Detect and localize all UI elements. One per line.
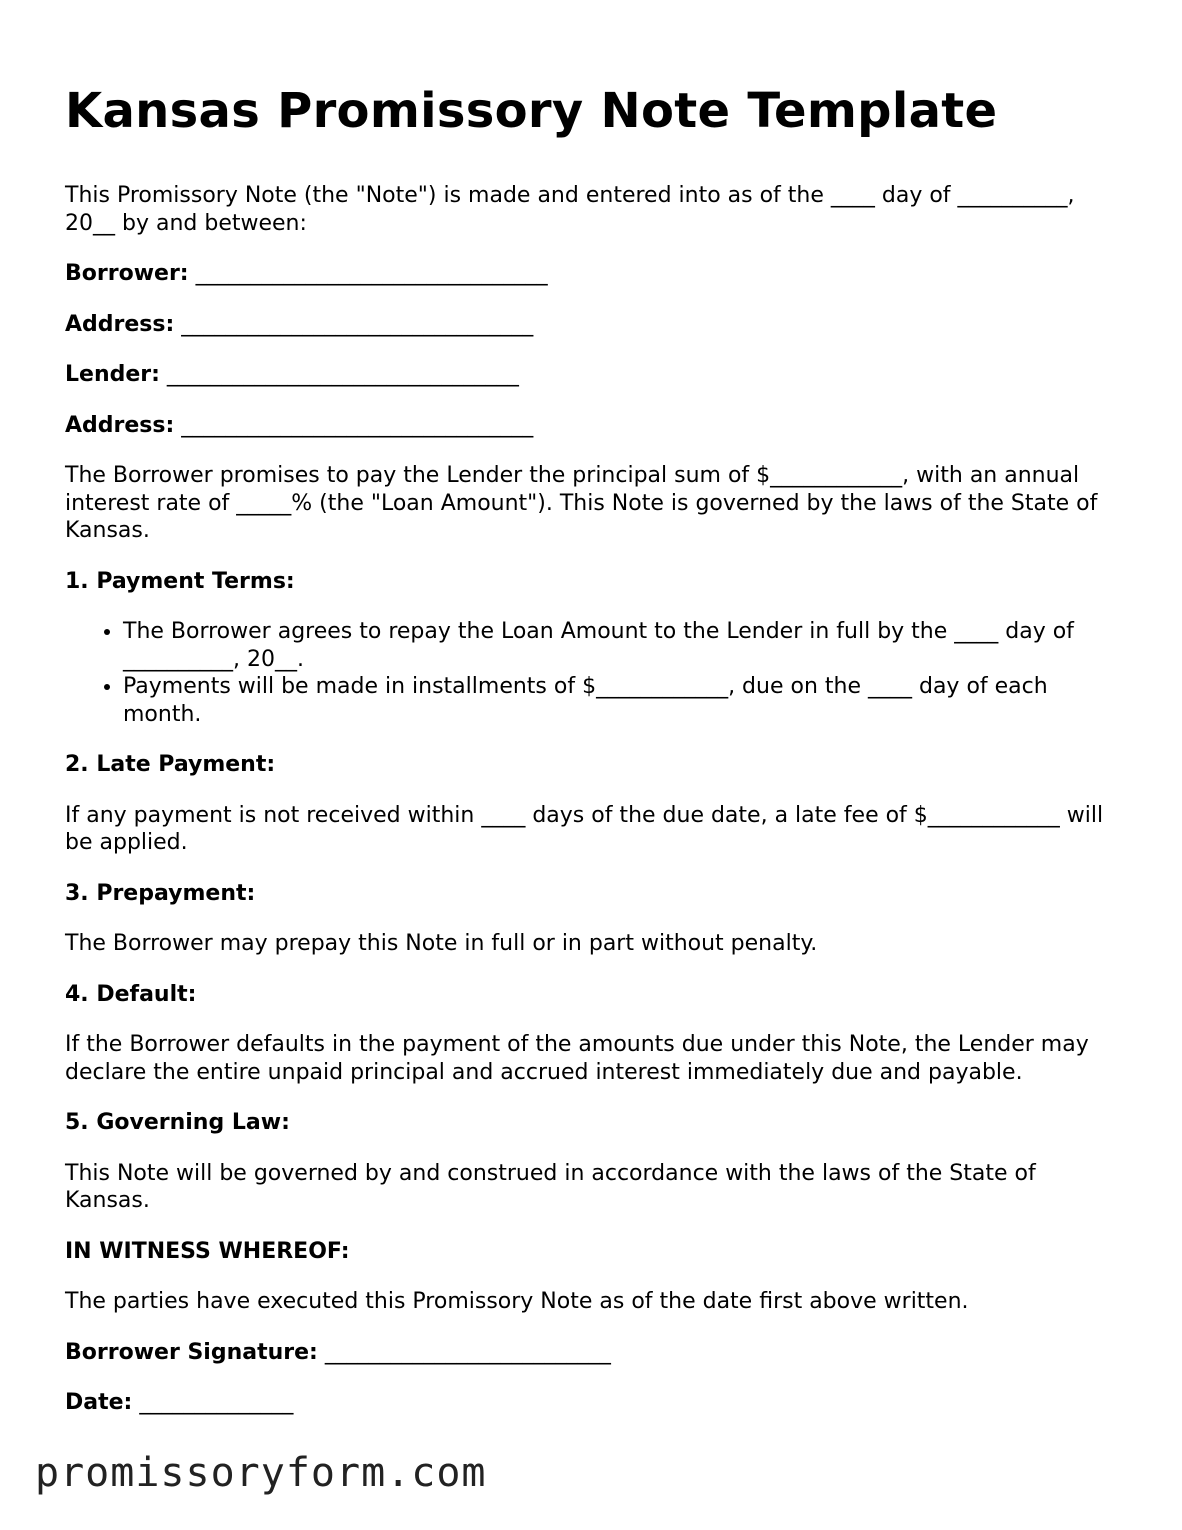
borrower-label: Borrower: bbox=[65, 261, 189, 286]
lender-label: Lender: bbox=[65, 362, 160, 387]
payment-terms-heading: 1. Payment Terms: bbox=[65, 568, 295, 594]
default-text: If the Borrower defaults in the payment of the amounts due under this Note, the Lender may declare the entire unpaid principal and accrued interest immediately due and payable. bbox=[65, 1032, 1089, 1085]
borrower-signature-blank[interactable]: __________________________ bbox=[324, 1339, 611, 1365]
governing-law-heading: 5. Governing Law: bbox=[65, 1110, 290, 1135]
lender-address-blank[interactable]: ________________________________ bbox=[181, 412, 534, 438]
prepayment-text: The Borrower may prepay this Note in full or in part without penalty. bbox=[65, 931, 818, 956]
borrower-signature-label: Borrower Signature: bbox=[65, 1339, 318, 1365]
payment-terms-item: • The Borrower agrees to repay the Loan Amount to the Lender in full by the ____ day of __________, 20__. bbox=[123, 618, 1125, 673]
intro-paragraph: This Promissory Note (the "Note") is made and entered into as of the ____ day of __________, 20__ by and between: bbox=[65, 183, 1075, 236]
borrower-signature-field bbox=[65, 1339, 1125, 1367]
date-field bbox=[65, 1389, 1125, 1417]
witness-text: The parties have executed this Promissory Note as of the date first above written. bbox=[65, 1289, 969, 1314]
lender-address-label: Address: bbox=[65, 412, 175, 438]
document-title: Kansas Promissory Note Template bbox=[65, 83, 998, 139]
date-label: Date: bbox=[65, 1390, 133, 1415]
payment-terms-item: • Payments will be made in installments of $____________, due on the ____ day of each month. bbox=[123, 673, 1125, 728]
late-payment-text: If any payment is not received within ____ days of the due date, a late fee of $____________ will be applied. bbox=[65, 802, 1104, 855]
late-payment-heading: 2. Late Payment: bbox=[65, 752, 276, 777]
borrower-blank[interactable]: ________________________________ bbox=[195, 261, 548, 286]
lender-field bbox=[65, 361, 1125, 389]
payment-terms-list bbox=[65, 618, 1125, 728]
lender-address-field bbox=[65, 412, 1125, 440]
witness-heading: IN WITNESS WHEREOF: bbox=[65, 1238, 350, 1264]
borrower-address-field bbox=[65, 311, 1125, 339]
lender-blank[interactable]: ________________________________ bbox=[166, 362, 519, 387]
principal-paragraph: The Borrower promises to pay the Lender the principal sum of $____________, with an annual interest rate of _____% (the "Loan Amount"). This Note is governed by the laws of the State of Kansas. bbox=[65, 463, 1098, 543]
prepayment-heading: 3. Prepayment: bbox=[65, 880, 256, 906]
borrower-field bbox=[65, 260, 1125, 288]
default-heading: 4. Default: bbox=[65, 981, 197, 1007]
site-watermark: promissoryform.com bbox=[35, 1450, 487, 1496]
document bbox=[65, 78, 1125, 1440]
borrower-address-label: Address: bbox=[65, 311, 175, 337]
borrower-address-blank[interactable]: ________________________________ bbox=[181, 311, 534, 337]
governing-law-text: This Note will be governed by and construed in accordance with the laws of the State of Kansas. bbox=[65, 1160, 1036, 1213]
date-blank[interactable]: ______________ bbox=[139, 1390, 294, 1415]
